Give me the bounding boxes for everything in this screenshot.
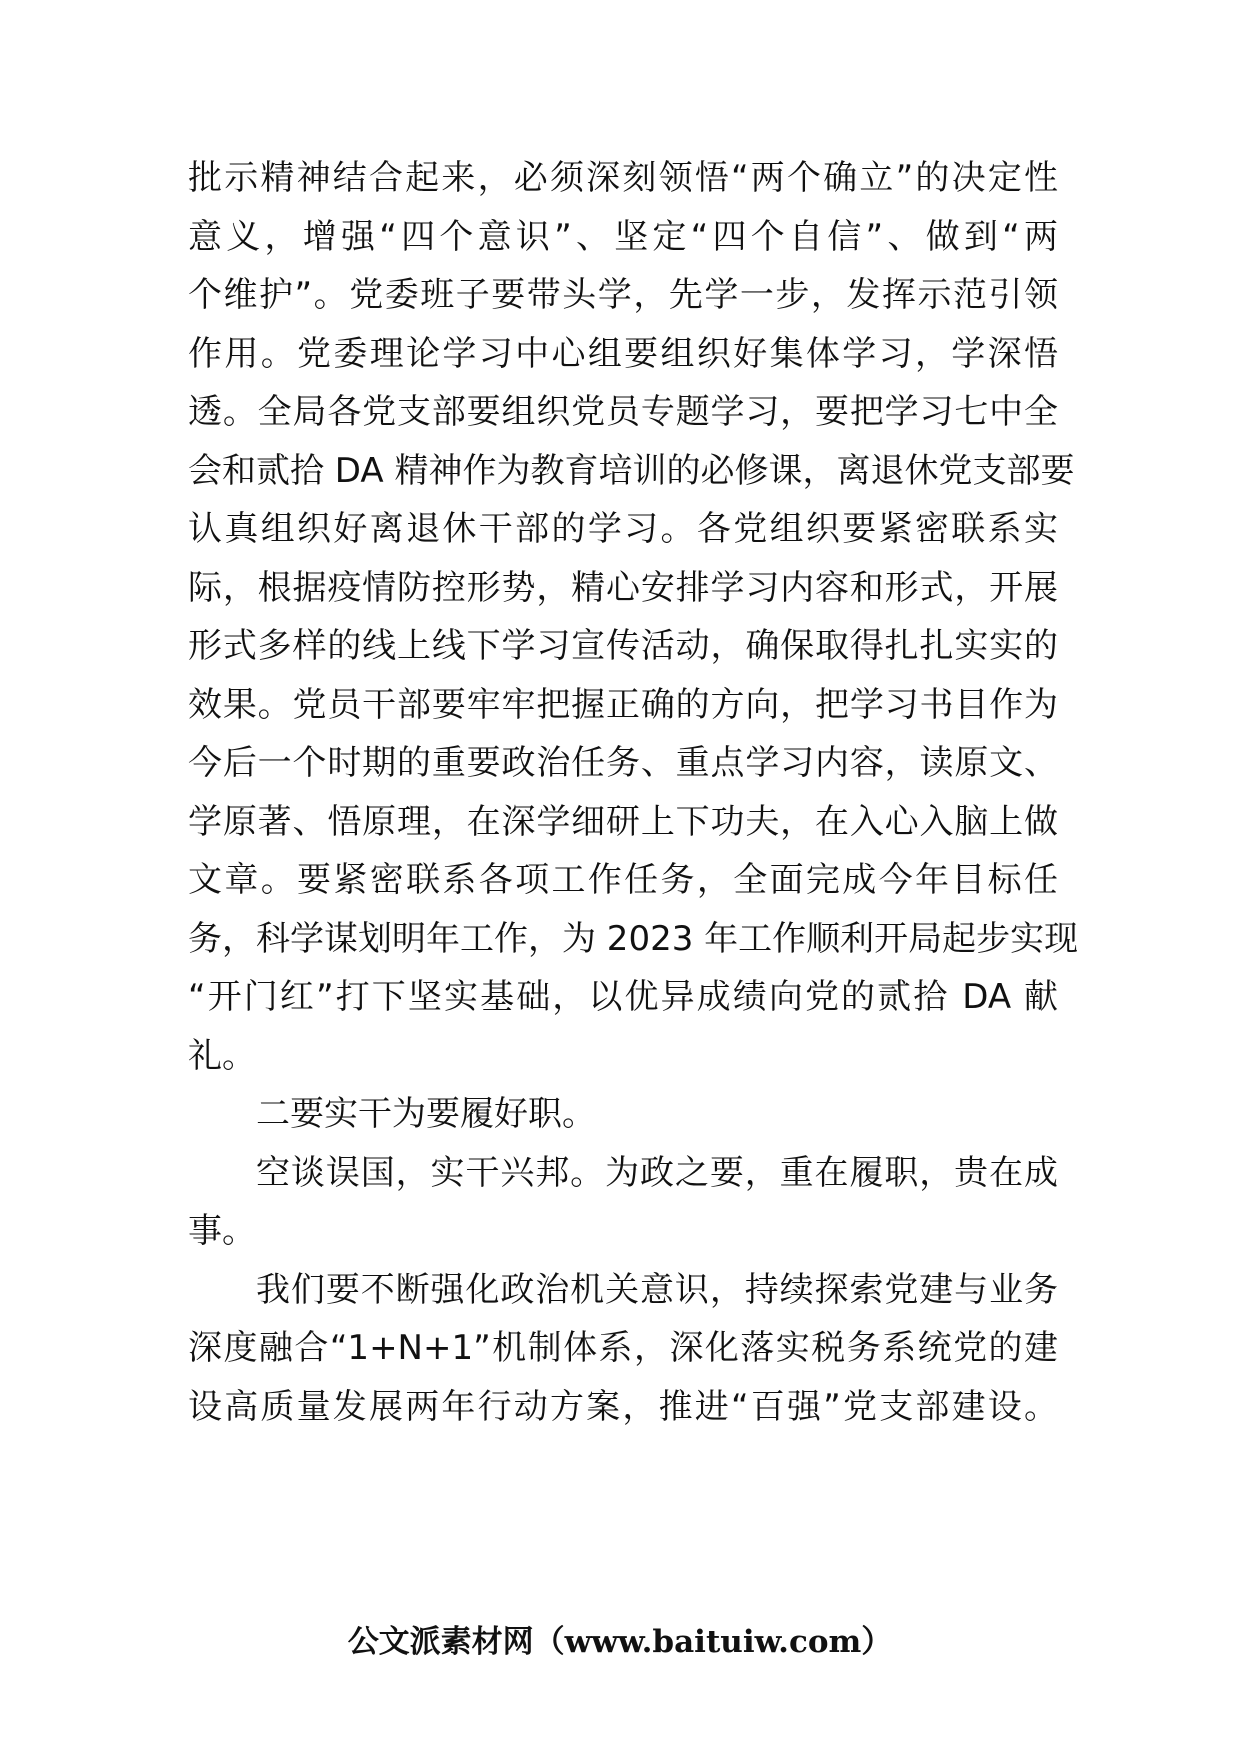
paragraph-line: 设高质量发展两年行动方案，推进“百强”党支部建设。 — [188, 1387, 1058, 1427]
paragraph-line: 我们要不断强化政治机关意识，持续探索党建与业务 — [256, 1270, 1058, 1310]
section-heading: 二要实干为要履好职。 — [256, 1094, 596, 1134]
paragraph-line: 效果。党员干部要牢牢把握正确的方向，把学习书目作为 — [188, 685, 1058, 725]
paragraph-line: 透。全局各党支部要组织党员专题学习，要把学习七中全 — [188, 392, 1058, 432]
paragraph-line: 礼。 — [188, 1036, 256, 1076]
paragraph-line: 批示精神结合起来，必须深刻领悟“两个确立”的决定性 — [188, 158, 1058, 198]
paragraph-line: 际，根据疫情防控形势，精心安排学习内容和形式，开展 — [188, 568, 1058, 608]
paragraph-line: 空谈误国，实干兴邦。为政之要，重在履职，贵在成 — [256, 1153, 1058, 1193]
paragraph-line: 学原著、悟原理，在深学细研上下功夫，在入心入脑上做 — [188, 802, 1058, 842]
paragraph-line: 个维护”。党委班子要带头学，先学一步，发挥示范引领 — [188, 275, 1058, 315]
paragraph-line: 深度融合“1+N+1”机制体系，深化落实税务系统党的建 — [188, 1328, 1058, 1368]
paragraph-line: 作用。党委理论学习中心组要组织好集体学习，学深悟 — [188, 334, 1058, 374]
paragraph-line: 意义，增强“四个意识”、坚定“四个自信”、做到“两 — [188, 217, 1058, 257]
paragraph-line: 认真组织好离退休干部的学习。各党组织要紧密联系实 — [188, 509, 1058, 549]
paragraph-line: 会和贰拾 DA 精神作为教育培训的必修课，离退休党支部要 — [188, 451, 1075, 491]
paragraph-line: “开门红”打下坚实基础，以优异成绩向党的贰拾 DA 献 — [188, 977, 1058, 1017]
paragraph-line: 形式多样的线上线下学习宣传活动，确保取得扎扎实实的 — [188, 626, 1058, 666]
paragraph-line: 务，科学谋划明年工作，为 2023 年工作顺利开局起步实现 — [188, 919, 1079, 959]
footer-watermark: 公文派素材网（www.baituiw.com） — [347, 1624, 893, 1660]
paragraph-line: 文章。要紧密联系各项工作任务，全面完成今年目标任 — [188, 860, 1058, 900]
paragraph-line: 事。 — [188, 1211, 256, 1251]
paragraph-line: 今后一个时期的重要政治任务、重点学习内容，读原文、 — [188, 743, 1058, 783]
